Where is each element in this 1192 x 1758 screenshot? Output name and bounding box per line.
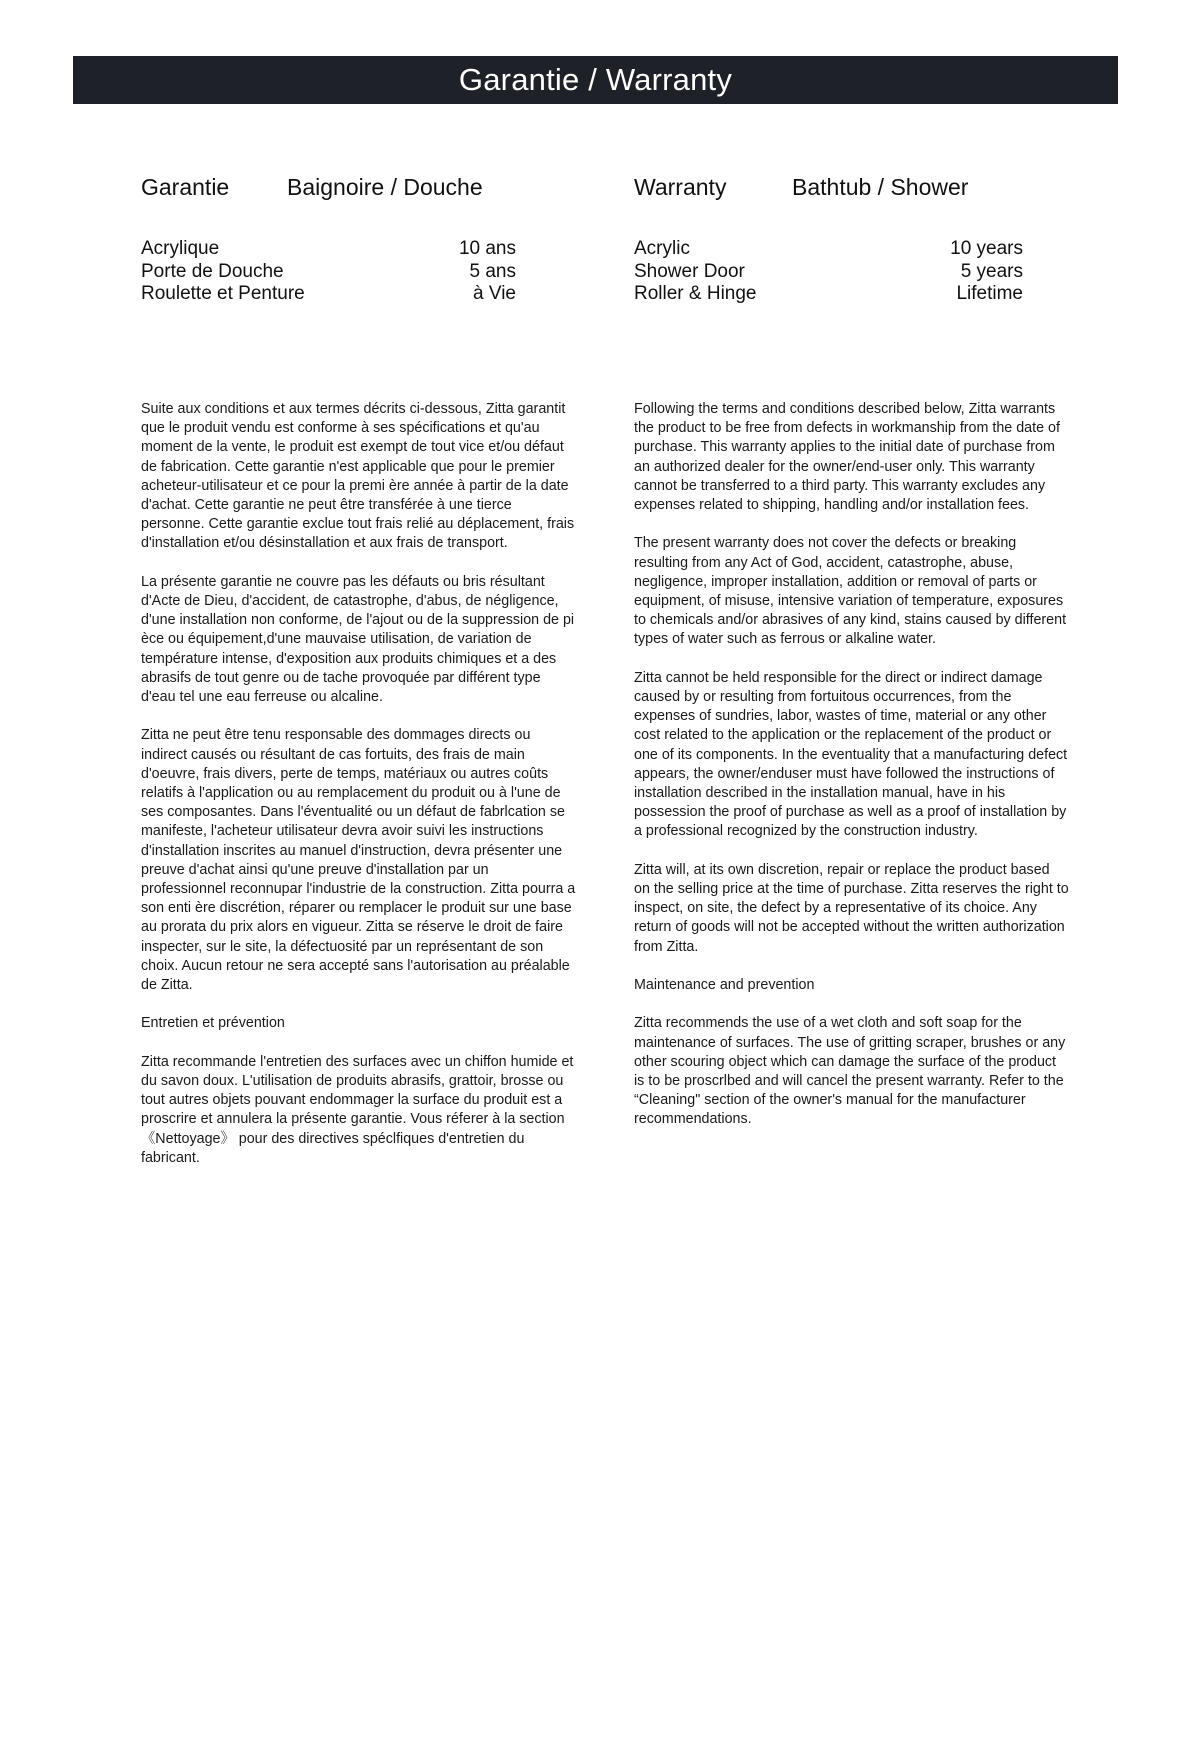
coverage-label: Acrylique bbox=[141, 238, 220, 259]
terms-paragraph: Zitta ne peut être tenu responsable des dommages directs ou indirect causés ou résultant de cas fortuits, des frais de main d'oeuvre, frais divers, perte de temps, matériaux ou autres coûts relatifs à l'application ou au remplacement du produit ou à l'une de ses composantes. Dans l'éventualité ou un défaut de fabrlcation se manifeste, l'acheteur utilisateur devra avoir suivi les instructions d'installation inscrites au manuel d'instruction, devra présenter une preuve d'achat ainsi qu'une preuve d'installation par un professionnel reconnupar l'industrie de la construction. Zitta pourra a son enti ère discrétion, réparer ou remplacer le produit sur une base au prorata du prix alors en vigueur. Zitta se réserve le droit de faire inspecter, sur le site, la défectuosité par un représentant de son choix. Aucun retour ne sera accepté sans l'autorisation au préalable de Zitta. bbox=[141, 727, 576, 994]
coverage-value: 10 ans bbox=[458, 238, 516, 259]
english-coverage-item bbox=[634, 261, 1054, 284]
terms-paragraph: La présente garantie ne couvre pas les défauts ou bris résultant d'Acte de Dieu, d'accident, de catastrophe, d'abus, de négligence, d'une installation non conforme, de l'ajout ou de la suppression de pi èce ou équipement,d'une mauvaise utilisation, de variation de température intense, d'exposition aux produits chimiques et a des abrasifs de tout genre ou de tache provoquée par différent type d'eau tel une eau ferreuse ou alcaline. bbox=[141, 573, 575, 706]
french-coverage-item bbox=[141, 261, 561, 284]
terms-paragraph: Zitta cannot be held responsible for the direct or indirect damage caused by or resulting from fortuitous occurrences, from the expenses of sundries, labor, wastes of time, material or any other cost related to the application or the replacement of the product or one of its components. In the eventuality that a manufacturing defect appears, the owner/enduser must have followed the instructions of installation described in the installation manual, have in his possession the proof of purchase as well as a proof of installation by a professional recognized by the construction industry. bbox=[634, 669, 1068, 840]
english-coverage-item bbox=[634, 238, 1054, 261]
coverage-value: 5 years bbox=[960, 260, 1023, 282]
french-heading-left: Garantie bbox=[141, 174, 230, 200]
french-coverage-item bbox=[141, 238, 561, 261]
coverage-value: 10 years bbox=[950, 238, 1023, 259]
french-heading-right: Baignoire / Douche bbox=[287, 174, 483, 200]
english-heading bbox=[634, 174, 1054, 204]
english-heading-left: Warranty bbox=[634, 174, 727, 200]
terms-paragraph: Zitta will, at its own discretion, repair or replace the product based on the selling price at the time of purchase. Zitta reserves the right to inspect, on site, the defect by a representative of its choice. Any return of goods will not be accepted without the written authorization from Zitta. bbox=[634, 861, 1069, 955]
english-coverage-list bbox=[634, 238, 1054, 306]
terms-paragraph: Zitta recommends the use of a wet cloth and soft soap for the maintenance of surfaces. The use of gritting scraper, brushes or any other scouring object which can damage the surface of the product is to be proscrlbed and will cancel the present warranty. Refer to the “Cleaning" section of the owner's manual for the manufacturer recommendations. bbox=[634, 1015, 1066, 1128]
english-heading-right: Bathtub / Shower bbox=[792, 174, 969, 200]
coverage-value: à Vie bbox=[473, 283, 516, 305]
page-title-banner bbox=[73, 56, 1118, 104]
coverage-label: Roulette et Penture bbox=[141, 283, 305, 305]
french-heading bbox=[141, 174, 561, 204]
coverage-label: Acrylic bbox=[634, 238, 690, 259]
french-terms-text bbox=[141, 400, 576, 1187]
terms-paragraph: Suite aux conditions et aux termes décrits ci-dessous, Zitta garantit que le produit vendu est conforme à ses spécifications et qu'au moment de la vente, le produit est exempt de tout vice et/ou défaut de fabrication. Cette garantie n'est applicable que pour le premier acheteur-utilisateur et ce pour la premi ère année à partir de la date d'achat. Cette garantie ne peut être transférée à une tierce personne. Cette garantie exclue tout frais relié au déplacement, frais d'installation et/ou désinstallation et aux frais de transport. bbox=[141, 401, 575, 552]
page-title: Garantie / Warranty bbox=[458, 62, 733, 97]
terms-paragraph: The present warranty does not cover the defects or breaking resulting from any Act of God, accident, catastrophe, abuse, negligence, improper installation, addition or removal of parts or equipment, of misuse, intensive variation of temperature, exposures to chemicals and/or abrasives of any kind, stains caused by different types of water such as ferrous or alkaline water. bbox=[634, 535, 1067, 648]
maintenance-subheading: Entretien et prévention bbox=[141, 1015, 285, 1032]
french-coverage-item bbox=[141, 283, 561, 306]
coverage-label: Shower Door bbox=[634, 260, 745, 282]
english-coverage-item bbox=[634, 283, 1054, 306]
french-column bbox=[141, 174, 576, 1166]
english-column bbox=[634, 174, 1069, 1128]
coverage-value: Lifetime bbox=[956, 283, 1023, 305]
coverage-label: Roller & Hinge bbox=[634, 283, 757, 305]
coverage-value: 5 ans bbox=[469, 260, 516, 282]
french-coverage-list bbox=[141, 238, 561, 306]
terms-paragraph: Following the terms and conditions described below, Zitta warrants the product to be free from defects in workmanship from the date of purchase. This warranty applies to the initial date of purchase from an authorized dealer for the owner/end-user only. This warranty cannot be transferred to a third party. This warranty excludes any expenses related to shipping, handling and/or installation fees. bbox=[634, 401, 1060, 514]
coverage-label: Porte de Douche bbox=[141, 260, 284, 282]
english-terms-text bbox=[634, 400, 1069, 1149]
maintenance-subheading: Maintenance and prevention bbox=[634, 977, 815, 994]
terms-paragraph: Zitta recommande l'entretien des surfaces avec un chiffon humide et du savon doux. L'utilisation de produits abrasifs, grattoir, brosse ou tout autres objets pouvant endommager la surface du produit est a proscrire et annulera la présente garantie. Vous réferer à la section 《Nettoyage》 pour des directives spéclfiques d'entretien du fabricant. bbox=[141, 1053, 574, 1166]
